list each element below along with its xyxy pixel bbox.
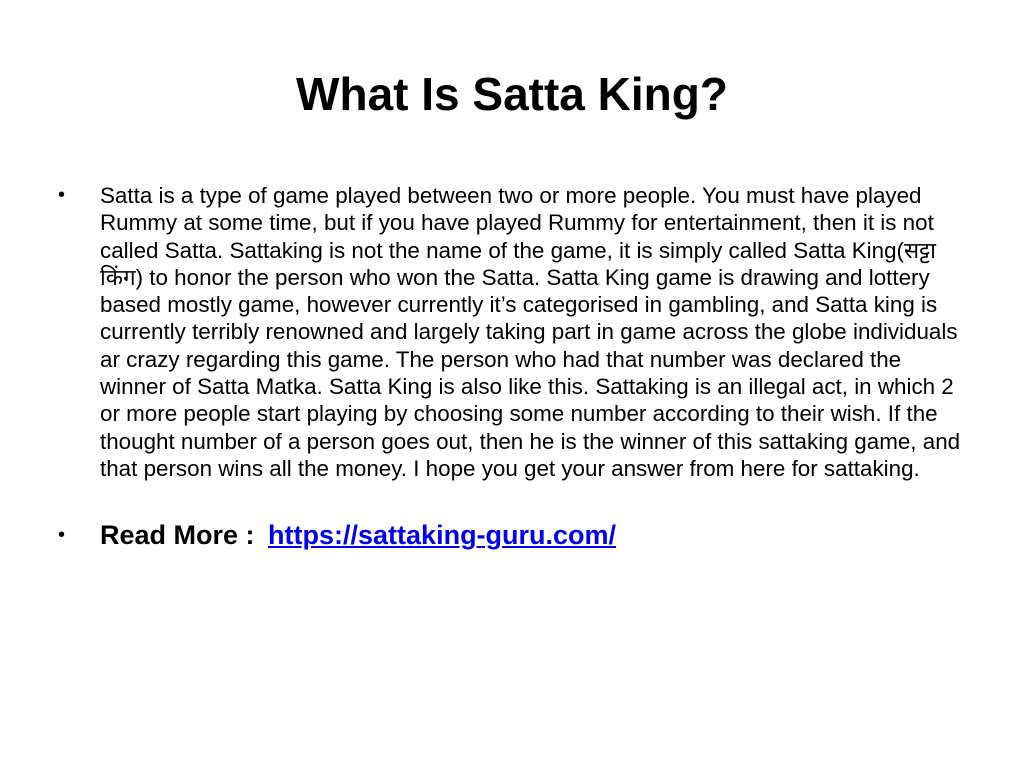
bullet-marker: • <box>58 524 66 547</box>
read-more-label: Read More : <box>100 520 255 551</box>
read-more-line <box>100 520 616 550</box>
bullet-marker: • <box>58 184 66 206</box>
bullet-item-description <box>58 182 964 482</box>
bullet-list <box>58 182 964 552</box>
bullet-item-read-more <box>58 518 964 552</box>
slide-title: What Is Satta King? <box>296 68 728 120</box>
read-more-link[interactable]: https://sattaking-guru.com/ <box>268 520 617 551</box>
description-text: Satta is a type of game played between two or more people. You must have played Rummy at some time, but if you have played Rummy for entertainment, then it is not called Satta. Sattaking is not the name of the game, it is simply called Satta King(सट्टा किंग) to honor the person who won the Satta. Satta King game is drawing and lottery based mostly game, however currently it’s categorised in gambling, and Satta king is currently terribly renowned and largely taking part in game across the globe individuals ar crazy regarding this game. The person who had that number was declared the winner of Satta Matka. Satta King is also like this. Sattaking is an illegal act, in which 2 or more people start playing by choosing some number according to their wish. If the thought number of a person goes out, then he is the winner of this sattaking game, and that person wins all the money. I hope you get your answer from here for sattaking. <box>100 183 961 481</box>
